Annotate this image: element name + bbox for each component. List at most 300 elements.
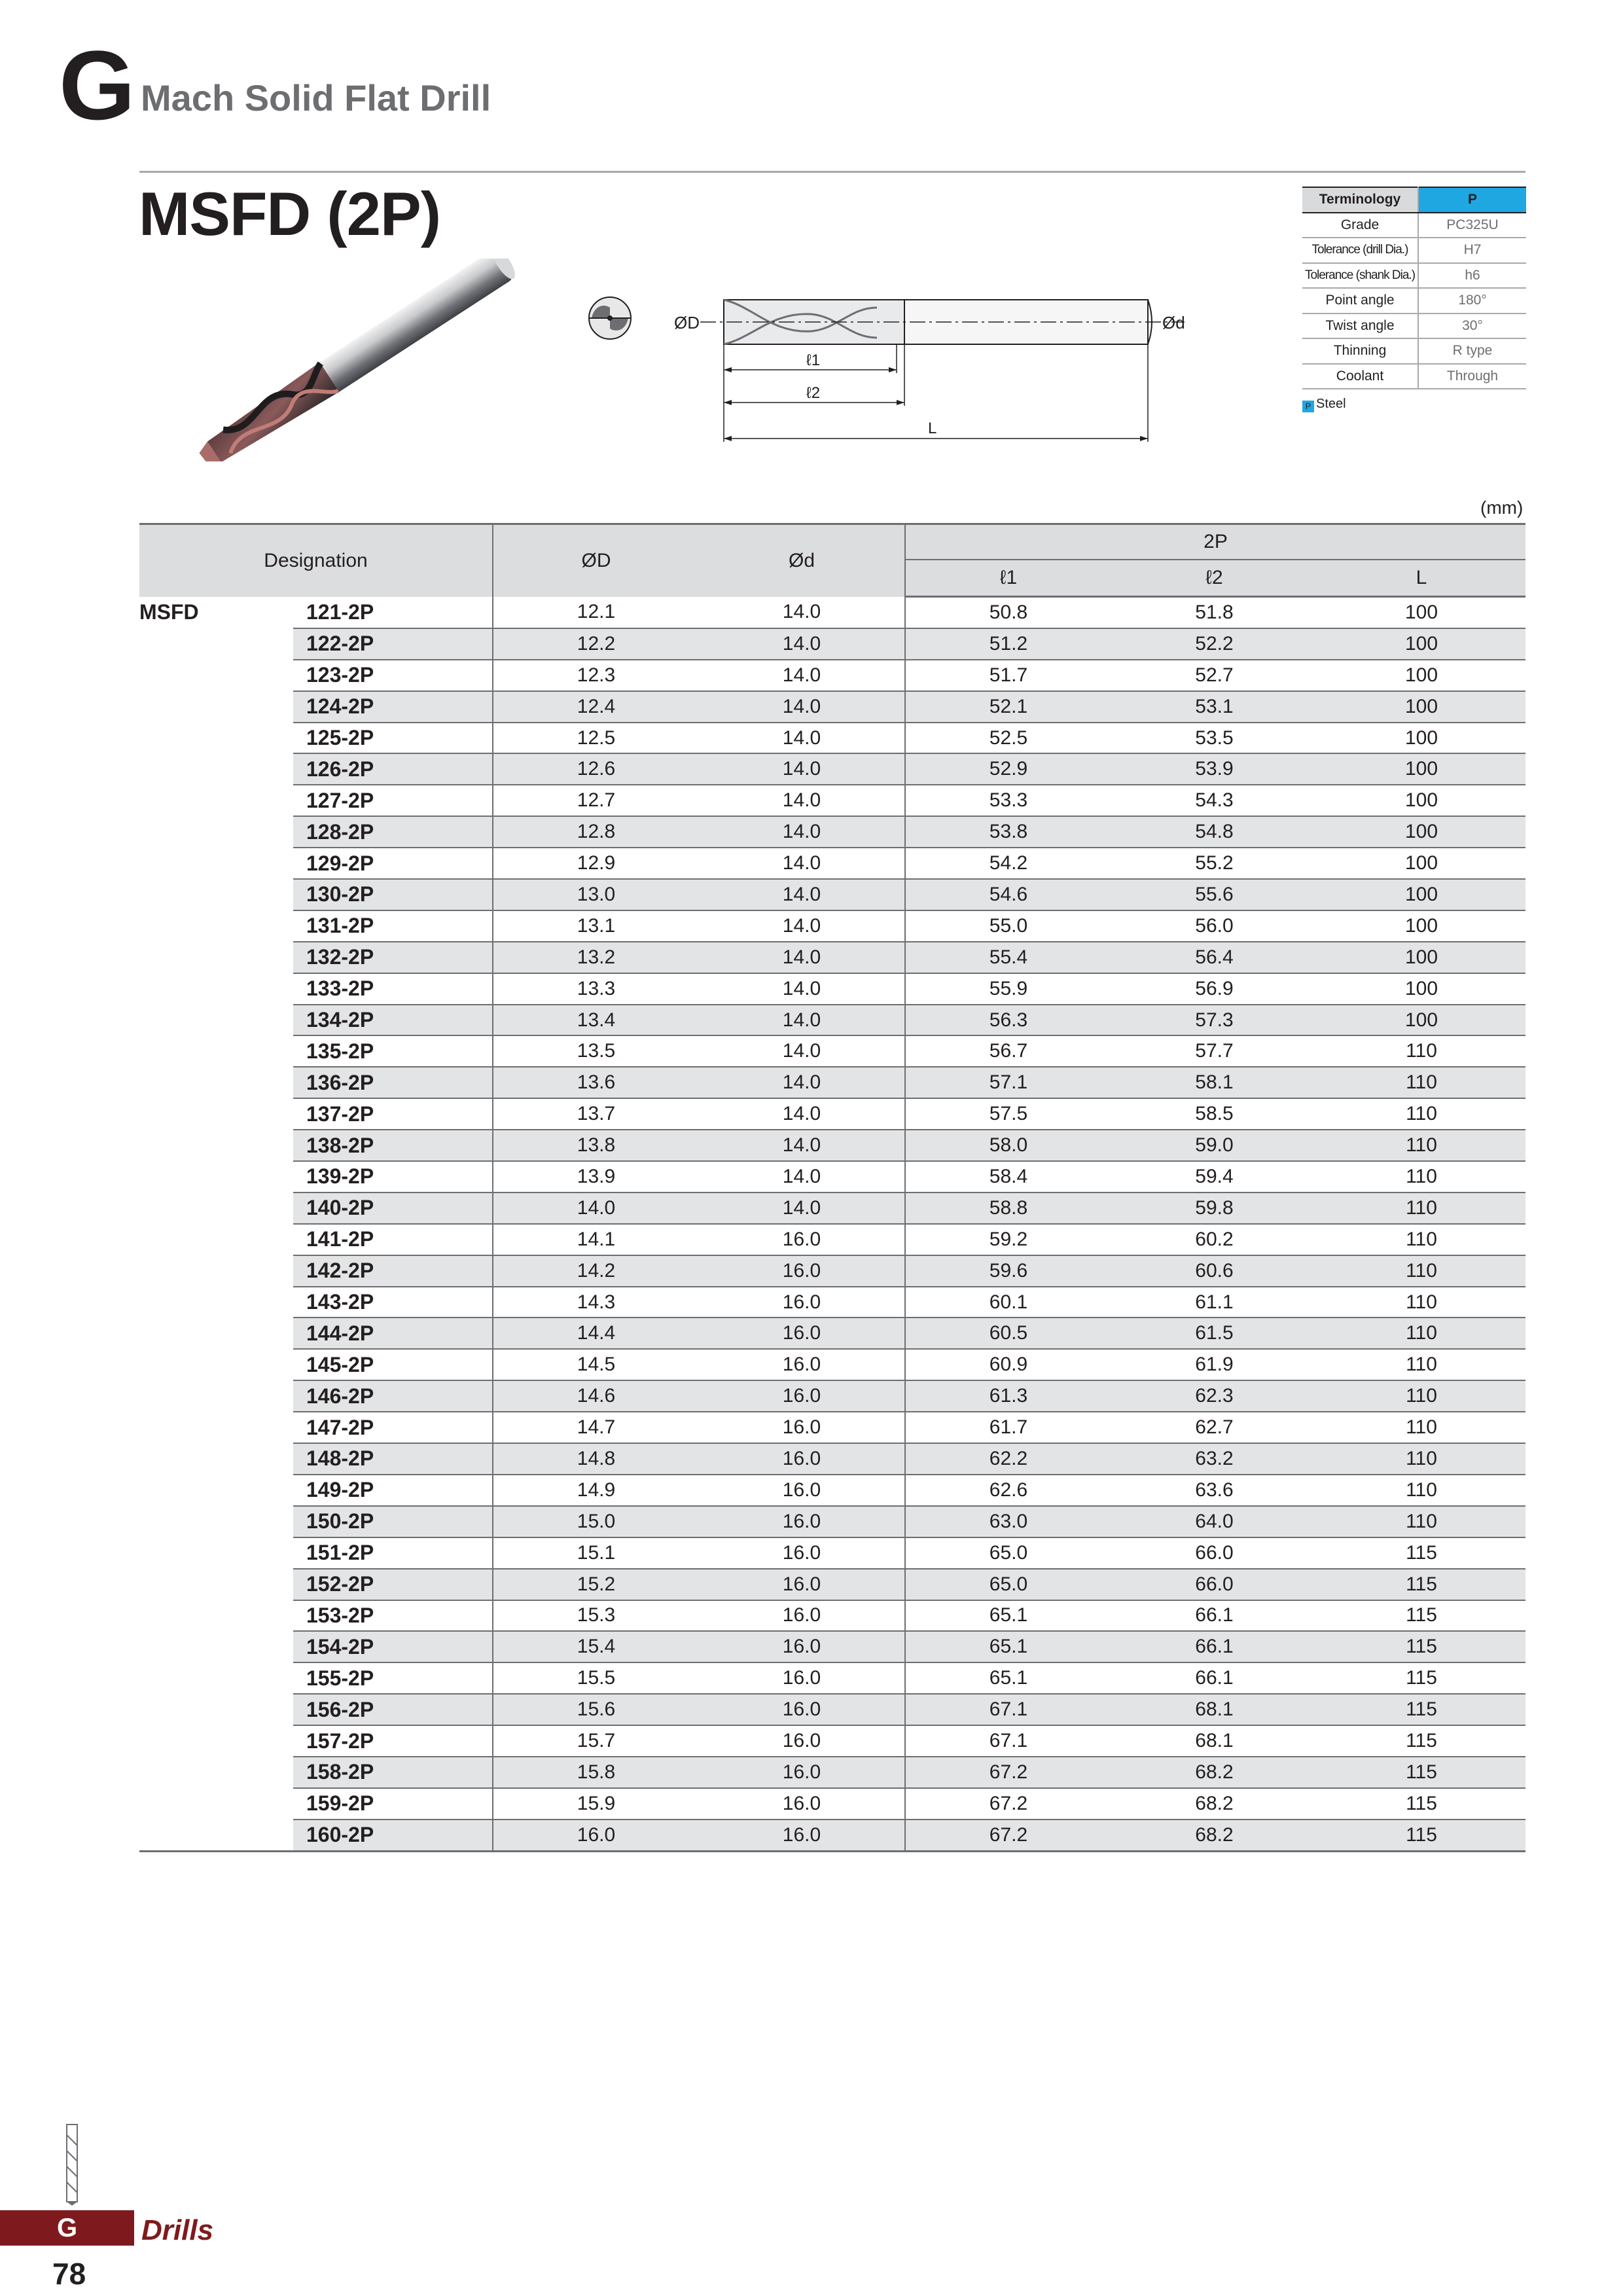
L-cell: 110 xyxy=(1317,1349,1525,1380)
table-row xyxy=(139,1600,1525,1632)
D-cell: 12.2 xyxy=(493,628,699,660)
table-row xyxy=(139,1631,1525,1662)
spec-label: Tolerance (drill Dia.) xyxy=(1302,238,1418,263)
series-spacer xyxy=(139,1475,293,1506)
table-row xyxy=(139,910,1525,942)
D-cell: 13.9 xyxy=(493,1161,699,1193)
d-cell: 16.0 xyxy=(699,1255,905,1287)
designation-cell: 131-2P xyxy=(293,910,493,942)
L-cell: 115 xyxy=(1317,1662,1525,1694)
d-cell: 14.0 xyxy=(699,1005,905,1036)
L-cell: 110 xyxy=(1317,1506,1525,1537)
d-cell: 14.0 xyxy=(699,1193,905,1224)
designation-cell: 140-2P xyxy=(293,1193,493,1224)
series-spacer xyxy=(139,1035,293,1067)
steel-legend-box: P xyxy=(1302,401,1314,412)
l1-cell: 67.1 xyxy=(905,1725,1111,1757)
designation-cell: 153-2P xyxy=(293,1600,493,1632)
designation-cell: 154-2P xyxy=(293,1631,493,1662)
spec-value: h6 xyxy=(1418,263,1526,289)
header-L: L xyxy=(1317,560,1525,597)
l1-cell: 65.0 xyxy=(905,1537,1111,1569)
d-cell: 16.0 xyxy=(699,1287,905,1318)
L-cell: 100 xyxy=(1317,848,1525,879)
designation-cell: 157-2P xyxy=(293,1725,493,1757)
L-cell: 110 xyxy=(1317,1475,1525,1506)
L-cell: 115 xyxy=(1317,1820,1525,1851)
series-spacer xyxy=(139,879,293,910)
l1-cell: 59.2 xyxy=(905,1224,1111,1255)
series-spacer xyxy=(139,848,293,879)
l2-cell: 61.9 xyxy=(1111,1349,1317,1380)
designation-cell: 142-2P xyxy=(293,1255,493,1287)
L-cell: 110 xyxy=(1317,1161,1525,1193)
series-spacer xyxy=(139,1255,293,1287)
spec-row xyxy=(1302,238,1526,263)
table-row xyxy=(139,753,1525,785)
spec-header-label: Terminology xyxy=(1302,187,1418,213)
l2-cell: 66.0 xyxy=(1111,1537,1317,1569)
l1-cell: 55.0 xyxy=(905,910,1111,942)
D-cell: 12.7 xyxy=(493,785,699,816)
l1-cell: 56.3 xyxy=(905,1005,1111,1036)
series-spacer xyxy=(139,973,293,1005)
table-row xyxy=(139,816,1525,848)
table-row xyxy=(139,1035,1525,1067)
D-cell: 15.5 xyxy=(493,1662,699,1694)
table-row xyxy=(139,1255,1525,1287)
l2-cell: 62.3 xyxy=(1111,1380,1317,1412)
D-cell: 12.8 xyxy=(493,816,699,848)
l1-cell: 53.3 xyxy=(905,785,1111,816)
D-cell: 13.7 xyxy=(493,1098,699,1130)
d-cell: 14.0 xyxy=(699,785,905,816)
D-cell: 15.1 xyxy=(493,1537,699,1569)
l1-cell: 65.1 xyxy=(905,1600,1111,1632)
L-cell: 100 xyxy=(1317,816,1525,848)
designation-cell: 145-2P xyxy=(293,1349,493,1380)
d-cell: 16.0 xyxy=(699,1224,905,1255)
d-cell: 16.0 xyxy=(699,1662,905,1694)
l1-cell: 51.7 xyxy=(905,660,1111,691)
L-cell: 100 xyxy=(1317,1005,1525,1036)
D-cell: 14.8 xyxy=(493,1443,699,1475)
designation-cell: 152-2P xyxy=(293,1569,493,1600)
L-cell: 100 xyxy=(1317,973,1525,1005)
table-row xyxy=(139,1224,1525,1255)
series-spacer xyxy=(139,816,293,848)
l2-cell: 52.7 xyxy=(1111,660,1317,691)
l2-cell: 53.5 xyxy=(1111,723,1317,754)
l2-cell: 59.8 xyxy=(1111,1193,1317,1224)
D-cell: 12.9 xyxy=(493,848,699,879)
d-cell: 16.0 xyxy=(699,1349,905,1380)
L-cell: 110 xyxy=(1317,1035,1525,1067)
L-cell: 110 xyxy=(1317,1380,1525,1412)
l2-cell: 59.4 xyxy=(1111,1161,1317,1193)
designation-cell: 134-2P xyxy=(293,1005,493,1036)
l2-cell: 61.5 xyxy=(1111,1318,1317,1349)
d-cell: 16.0 xyxy=(699,1475,905,1506)
series-spacer xyxy=(139,1757,293,1788)
designation-cell: 139-2P xyxy=(293,1161,493,1193)
spec-legend xyxy=(1302,397,1346,412)
d-cell: 14.0 xyxy=(699,597,905,628)
table-row xyxy=(139,785,1525,816)
table-row xyxy=(139,973,1525,1005)
l1-cell: 61.7 xyxy=(905,1412,1111,1443)
l2-cell: 63.2 xyxy=(1111,1443,1317,1475)
l1-cell: 55.4 xyxy=(905,942,1111,973)
D-cell: 15.8 xyxy=(493,1757,699,1788)
series-spacer xyxy=(139,1224,293,1255)
designation-cell: 126-2P xyxy=(293,753,493,785)
spec-label: Thinning xyxy=(1302,338,1418,364)
spec-row xyxy=(1302,288,1526,314)
designation-cell: 150-2P xyxy=(293,1506,493,1537)
series-spacer xyxy=(139,1820,293,1851)
spec-label: Point angle xyxy=(1302,288,1418,314)
section-title: Mach Solid Flat Drill xyxy=(141,77,491,118)
D-cell: 13.4 xyxy=(493,1005,699,1036)
table-row xyxy=(139,1757,1525,1788)
l2-cell: 66.1 xyxy=(1111,1662,1317,1694)
l2-cell: 56.0 xyxy=(1111,910,1317,942)
D-cell: 14.1 xyxy=(493,1224,699,1255)
l2-cell: 53.9 xyxy=(1111,753,1317,785)
table-body xyxy=(139,597,1525,1852)
table-row xyxy=(139,1287,1525,1318)
d-cell: 16.0 xyxy=(699,1318,905,1349)
table-row xyxy=(139,1130,1525,1161)
series-name: MSFD xyxy=(139,597,293,628)
D-cell: 13.1 xyxy=(493,910,699,942)
series-spacer xyxy=(139,1788,293,1820)
D-cell: 15.3 xyxy=(493,1600,699,1632)
series-spacer xyxy=(139,1098,293,1130)
l1-cell: 67.1 xyxy=(905,1694,1111,1725)
L-cell: 100 xyxy=(1317,691,1525,723)
l2-cell: 55.6 xyxy=(1111,879,1317,910)
l2-cell: 55.2 xyxy=(1111,848,1317,879)
L-cell: 115 xyxy=(1317,1694,1525,1725)
d-cell: 14.0 xyxy=(699,879,905,910)
D-cell: 14.3 xyxy=(493,1287,699,1318)
d-cell: 14.0 xyxy=(699,1130,905,1161)
designation-cell: 136-2P xyxy=(293,1067,493,1098)
header-d: Ød xyxy=(699,524,905,597)
spec-row xyxy=(1302,213,1526,238)
L-cell: 110 xyxy=(1317,1130,1525,1161)
table-row xyxy=(139,1380,1525,1412)
D-cell: 14.6 xyxy=(493,1380,699,1412)
designation-cell: 141-2P xyxy=(293,1224,493,1255)
L-cell: 115 xyxy=(1317,1600,1525,1632)
d-cell: 14.0 xyxy=(699,816,905,848)
section-letter: G xyxy=(59,30,135,140)
table-row xyxy=(139,1193,1525,1224)
spec-row xyxy=(1302,338,1526,364)
series-spacer xyxy=(139,1600,293,1632)
l1-cell: 56.7 xyxy=(905,1035,1111,1067)
designation-cell: 124-2P xyxy=(293,691,493,723)
spec-value: R type xyxy=(1418,338,1526,364)
L-cell: 100 xyxy=(1317,785,1525,816)
D-cell: 12.6 xyxy=(493,753,699,785)
designation-cell: 155-2P xyxy=(293,1662,493,1694)
designation-cell: 123-2P xyxy=(293,660,493,691)
l1-cell: 53.8 xyxy=(905,816,1111,848)
L-cell: 100 xyxy=(1317,628,1525,660)
spec-header-value: P xyxy=(1418,187,1526,213)
L-cell: 100 xyxy=(1317,942,1525,973)
d-cell: 16.0 xyxy=(699,1569,905,1600)
l1-cell: 50.8 xyxy=(905,597,1111,628)
l2-cell: 51.8 xyxy=(1111,597,1317,628)
l1-cell: 52.1 xyxy=(905,691,1111,723)
spec-value: Through xyxy=(1418,364,1526,389)
designation-cell: 121-2P xyxy=(293,597,493,628)
series-spacer xyxy=(139,1569,293,1600)
d-cell: 14.0 xyxy=(699,973,905,1005)
dim-label-l1: ℓ1 xyxy=(806,351,821,369)
D-cell: 15.6 xyxy=(493,1694,699,1725)
d-cell: 16.0 xyxy=(699,1506,905,1537)
series-spacer xyxy=(139,1287,293,1318)
series-spacer xyxy=(139,1412,293,1443)
d-cell: 14.0 xyxy=(699,910,905,942)
series-spacer xyxy=(139,753,293,785)
d-cell: 16.0 xyxy=(699,1694,905,1725)
series-spacer xyxy=(139,1318,293,1349)
series-spacer xyxy=(139,1506,293,1537)
dim-label-L: L xyxy=(928,420,937,437)
D-cell: 13.5 xyxy=(493,1035,699,1067)
designation-cell: 130-2P xyxy=(293,879,493,910)
page-number: 78 xyxy=(52,2257,86,2291)
series-spacer xyxy=(139,660,293,691)
D-cell: 16.0 xyxy=(493,1820,699,1851)
D-cell: 14.2 xyxy=(493,1255,699,1287)
d-cell: 14.0 xyxy=(699,848,905,879)
spec-label: Twist angle xyxy=(1302,314,1418,339)
designation-cell: 137-2P xyxy=(293,1098,493,1130)
designation-cell: 125-2P xyxy=(293,723,493,754)
L-cell: 100 xyxy=(1317,910,1525,942)
designation-cell: 133-2P xyxy=(293,973,493,1005)
header-l1: ℓ1 xyxy=(905,560,1111,597)
l1-cell: 52.5 xyxy=(905,723,1111,754)
l2-cell: 64.0 xyxy=(1111,1506,1317,1537)
header-designation: Designation xyxy=(139,524,493,597)
designation-cell: 158-2P xyxy=(293,1757,493,1788)
table-row xyxy=(139,1725,1525,1757)
l2-cell: 66.1 xyxy=(1111,1600,1317,1632)
d-cell: 16.0 xyxy=(699,1600,905,1632)
l2-cell: 56.4 xyxy=(1111,942,1317,973)
D-cell: 13.8 xyxy=(493,1130,699,1161)
L-cell: 110 xyxy=(1317,1412,1525,1443)
L-cell: 110 xyxy=(1317,1098,1525,1130)
l2-cell: 54.8 xyxy=(1111,816,1317,848)
l1-cell: 58.4 xyxy=(905,1161,1111,1193)
table-row xyxy=(139,1412,1525,1443)
table-row xyxy=(139,1005,1525,1036)
header-2p-group: 2P xyxy=(905,524,1525,560)
l1-cell: 58.0 xyxy=(905,1130,1111,1161)
spec-table xyxy=(1302,187,1526,389)
D-cell: 13.0 xyxy=(493,879,699,910)
L-cell: 100 xyxy=(1317,879,1525,910)
table-row xyxy=(139,597,1525,628)
l1-cell: 60.1 xyxy=(905,1287,1111,1318)
series-spacer xyxy=(139,1662,293,1694)
D-cell: 12.4 xyxy=(493,691,699,723)
d-cell: 14.0 xyxy=(699,723,905,754)
l1-cell: 57.1 xyxy=(905,1067,1111,1098)
table-row xyxy=(139,1506,1525,1537)
l1-cell: 52.9 xyxy=(905,753,1111,785)
l1-cell: 51.2 xyxy=(905,628,1111,660)
header-D: ØD xyxy=(493,524,699,597)
footer-category-label: Drills xyxy=(141,2214,214,2246)
l2-cell: 68.1 xyxy=(1111,1694,1317,1725)
spec-value: 30° xyxy=(1418,314,1526,339)
d-cell: 14.0 xyxy=(699,1161,905,1193)
unit-label: (mm) xyxy=(1480,497,1524,518)
spec-value: PC325U xyxy=(1418,213,1526,238)
table-row xyxy=(139,879,1525,910)
designation-cell: 160-2P xyxy=(293,1820,493,1851)
drill-end-view-icon xyxy=(585,293,635,343)
footer-section-tab: G xyxy=(0,2210,134,2246)
designation-cell: 138-2P xyxy=(293,1130,493,1161)
l1-cell: 55.9 xyxy=(905,973,1111,1005)
l1-cell: 61.3 xyxy=(905,1380,1111,1412)
table-row xyxy=(139,660,1525,691)
l1-cell: 54.2 xyxy=(905,848,1111,879)
steel-legend-text: Steel xyxy=(1316,397,1346,411)
d-cell: 14.0 xyxy=(699,628,905,660)
table-row xyxy=(139,1537,1525,1569)
D-cell: 15.9 xyxy=(493,1788,699,1820)
designation-cell: 135-2P xyxy=(293,1035,493,1067)
l1-cell: 65.1 xyxy=(905,1662,1111,1694)
D-cell: 14.9 xyxy=(493,1475,699,1506)
series-spacer xyxy=(139,942,293,973)
drill-dimension-drawing xyxy=(661,288,1217,445)
l1-cell: 57.5 xyxy=(905,1098,1111,1130)
L-cell: 100 xyxy=(1317,723,1525,754)
spec-row xyxy=(1302,364,1526,389)
designation-table xyxy=(139,523,1525,1852)
table-row xyxy=(139,1349,1525,1380)
L-cell: 110 xyxy=(1317,1193,1525,1224)
l1-cell: 58.8 xyxy=(905,1193,1111,1224)
D-cell: 12.3 xyxy=(493,660,699,691)
D-cell: 14.7 xyxy=(493,1412,699,1443)
L-cell: 115 xyxy=(1317,1788,1525,1820)
D-cell: 14.4 xyxy=(493,1318,699,1349)
series-spacer xyxy=(139,1193,293,1224)
designation-cell: 122-2P xyxy=(293,628,493,660)
d-cell: 16.0 xyxy=(699,1380,905,1412)
d-cell: 14.0 xyxy=(699,1035,905,1067)
L-cell: 110 xyxy=(1317,1443,1525,1475)
dim-label-D: ØD xyxy=(674,313,700,332)
l1-cell: 67.2 xyxy=(905,1788,1111,1820)
l2-cell: 58.1 xyxy=(1111,1067,1317,1098)
l1-cell: 62.6 xyxy=(905,1475,1111,1506)
D-cell: 14.0 xyxy=(493,1193,699,1224)
series-spacer xyxy=(139,1005,293,1036)
l2-cell: 53.1 xyxy=(1111,691,1317,723)
l2-cell: 68.2 xyxy=(1111,1757,1317,1788)
L-cell: 115 xyxy=(1317,1757,1525,1788)
D-cell: 12.1 xyxy=(493,597,699,628)
designation-cell: 132-2P xyxy=(293,942,493,973)
series-spacer xyxy=(139,1631,293,1662)
L-cell: 115 xyxy=(1317,1631,1525,1662)
series-spacer xyxy=(139,1443,293,1475)
d-cell: 16.0 xyxy=(699,1788,905,1820)
series-spacer xyxy=(139,1349,293,1380)
designation-cell: 129-2P xyxy=(293,848,493,879)
D-cell: 15.0 xyxy=(493,1506,699,1537)
d-cell: 16.0 xyxy=(699,1631,905,1662)
series-spacer xyxy=(139,1537,293,1569)
designation-cell: 149-2P xyxy=(293,1475,493,1506)
L-cell: 115 xyxy=(1317,1725,1525,1757)
header-l2: ℓ2 xyxy=(1111,560,1317,597)
table-row xyxy=(139,1788,1525,1820)
designation-cell: 151-2P xyxy=(293,1537,493,1569)
D-cell: 15.2 xyxy=(493,1569,699,1600)
designation-cell: 156-2P xyxy=(293,1694,493,1725)
l1-cell: 65.1 xyxy=(905,1631,1111,1662)
d-cell: 16.0 xyxy=(699,1725,905,1757)
l2-cell: 63.6 xyxy=(1111,1475,1317,1506)
table-row xyxy=(139,1569,1525,1600)
L-cell: 115 xyxy=(1317,1569,1525,1600)
d-cell: 16.0 xyxy=(699,1757,905,1788)
series-spacer xyxy=(139,723,293,754)
l1-cell: 65.0 xyxy=(905,1569,1111,1600)
l1-cell: 54.6 xyxy=(905,879,1111,910)
drill-icon xyxy=(60,2122,84,2207)
designation-cell: 144-2P xyxy=(293,1318,493,1349)
d-cell: 16.0 xyxy=(699,1537,905,1569)
designation-cell: 159-2P xyxy=(293,1788,493,1820)
l2-cell: 56.9 xyxy=(1111,973,1317,1005)
spec-label: Grade xyxy=(1302,213,1418,238)
D-cell: 15.7 xyxy=(493,1725,699,1757)
l1-cell: 60.5 xyxy=(905,1318,1111,1349)
table-row xyxy=(139,1820,1525,1851)
L-cell: 110 xyxy=(1317,1287,1525,1318)
d-cell: 16.0 xyxy=(699,1412,905,1443)
l2-cell: 66.0 xyxy=(1111,1569,1317,1600)
L-cell: 110 xyxy=(1317,1224,1525,1255)
table-row xyxy=(139,1098,1525,1130)
table-row xyxy=(139,691,1525,723)
l1-cell: 63.0 xyxy=(905,1506,1111,1537)
l1-cell: 67.2 xyxy=(905,1757,1111,1788)
designation-cell: 148-2P xyxy=(293,1443,493,1475)
l2-cell: 66.1 xyxy=(1111,1631,1317,1662)
table-row xyxy=(139,723,1525,754)
l2-cell: 52.2 xyxy=(1111,628,1317,660)
